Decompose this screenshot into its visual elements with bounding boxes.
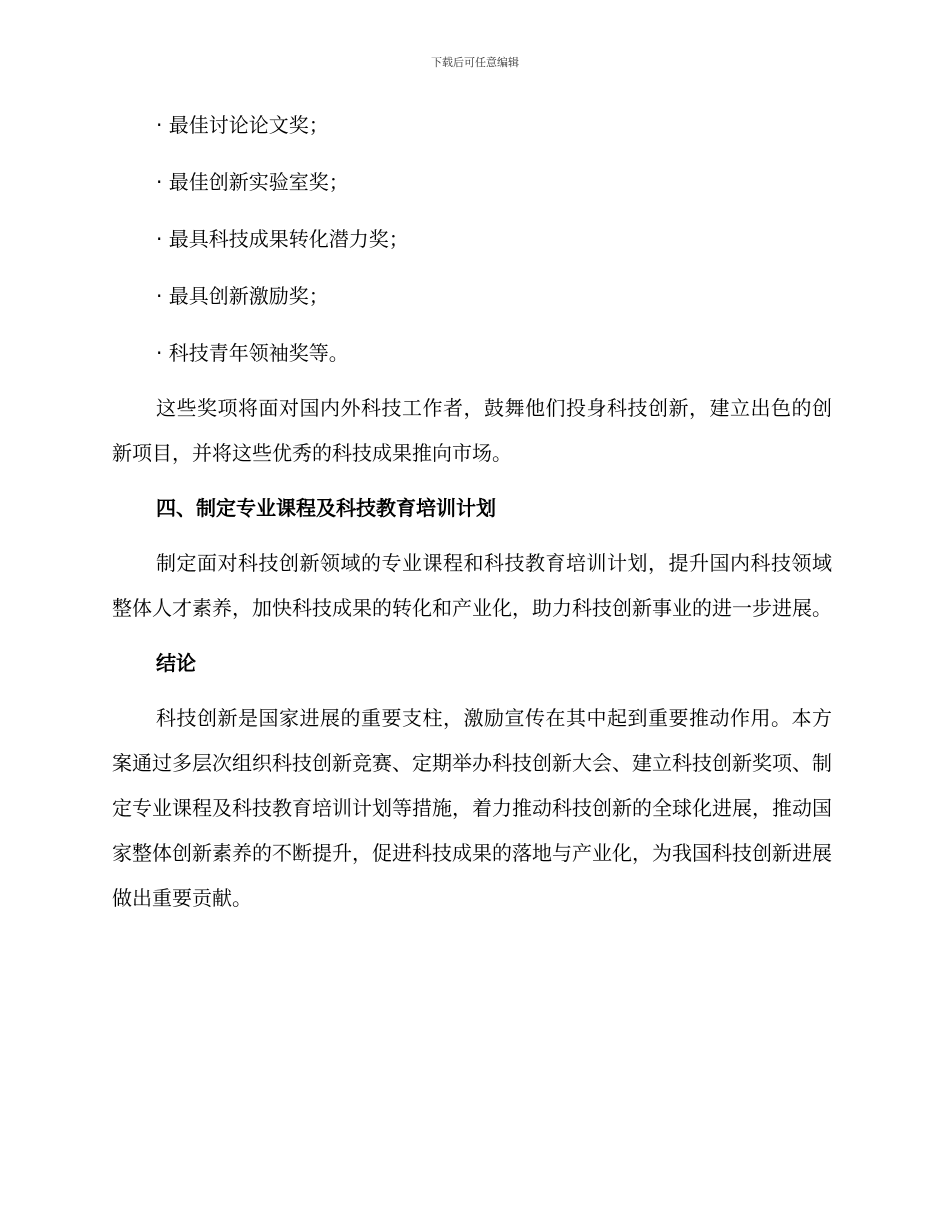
section-paragraph: 制定面对科技创新领域的专业课程和科技教育培训计划，提升国内科技领域整体人才素养，加快科技成果的转化和产业化，助力科技创新事业的进一步进展。 (112, 551, 832, 620)
bullet-item: · 最具科技成果转化潜力奖； (156, 227, 409, 251)
document-body (112, 110, 832, 921)
conclusion-paragraph: 科技创新是国家进展的重要支柱，激励宣传在其中起到重要推动作用。本方案通过多层次组织科技创新竞赛、定期举办科技创新大会、建立科技创新奖项、制定专业课程及科技教育培训计划等措施，着力推动科技创新的全球化进展，推动国家整体创新素养的不断提升，促进科技成果的落地与产业化，为我国科技创新进展做出重要贡献。 (112, 706, 832, 910)
bullet-item: · 科技青年领袖奖等。 (156, 341, 349, 365)
page-header: 下载后可任意编辑 (431, 56, 519, 69)
bullet-item: · 最佳讨论论文奖； (156, 113, 329, 137)
conclusion-heading: 结论 (156, 651, 196, 675)
bullet-item: · 最佳创新实验室奖； (156, 170, 349, 194)
bullet-item: · 最具创新激励奖； (156, 284, 329, 308)
awards-paragraph: 这些奖项将面对国内外科技工作者，鼓舞他们投身科技创新，建立出色的创新项目，并将这些优秀的科技成果推向市场。 (112, 396, 832, 465)
section-heading: 四、制定专业课程及科技教育培训计划 (156, 496, 496, 520)
